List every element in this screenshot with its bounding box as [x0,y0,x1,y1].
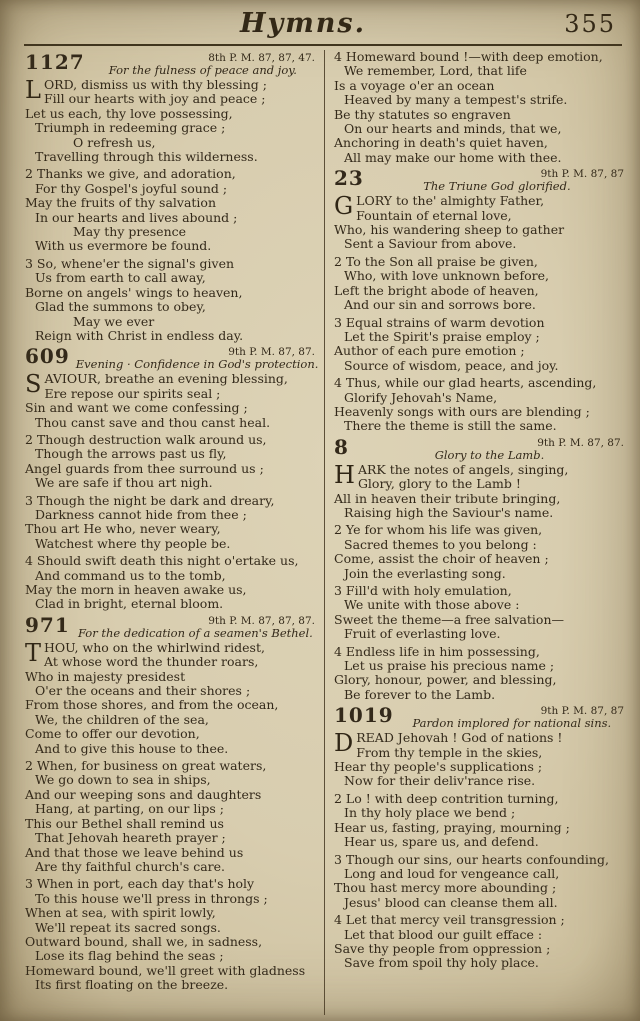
hymn-line: 2 When, for business on great waters, [25,758,267,774]
hymn-number: 971 [25,612,70,637]
hymn-line: Let us each, thy love possessing, [25,105,233,121]
hymn-subtitle: For the dedication of a seamen's Bethel. [77,625,313,640]
hymn-line: 2 Ye for whom his life was given, [334,522,543,538]
hymn-line: From thy temple in the skies, [356,744,543,760]
hymn-line: Fountain of eternal love, [356,207,512,223]
hymn-meter: 9th P. M. 87, 87. [537,436,624,449]
hymn-line: Glory, glory to the Lamb ! [357,476,521,492]
hymn-line: Raising high the Saviour's name. [344,504,554,520]
hymn-line: Though the arrows past us fly, [35,446,227,462]
hymn-line: 3 Though the night be dark and dreary, [25,492,275,508]
hymn-line: Glory, honour, power, and blessing, [334,672,557,688]
hymn-line: May the fruits of thy salvation [25,195,217,211]
column-left [25,50,324,1015]
hymn-line: That Jehovah heareth prayer ; [35,830,226,846]
dropcap-letter: G [334,192,354,221]
hymn-line: May the morn in heaven awake us, [25,582,247,597]
hymn-line: Ere repose our spirits seal ; [44,385,221,401]
hymn-line: 4 Endless life in him possessing, [334,643,540,659]
hymn-line: Come to offer our devotion, [25,726,200,742]
hymn-line: Save thy people from oppression ; [334,940,551,956]
stanza [334,194,624,252]
hymn-line: 4 Let that mercy veil transgression ; [334,912,565,928]
hymn-line: Now for their deliv'rance rise. [344,773,536,789]
hymn-line: DREAD Jehovah ! God of nations ! [334,729,563,758]
stanza [334,731,624,789]
hymn-8 [334,434,624,703]
hymn-23 [334,168,624,434]
stanza [25,78,315,164]
hymn-line: And that those we leave behind us [25,844,244,860]
stanza [334,255,624,313]
hymn-line: THOU, who on the whirlwind ridest, [25,638,265,667]
hymn-line: Who, his wandering sheep to gather [334,222,565,238]
hymn-line: 3 Though our sins, our hearts confounding, [334,851,609,867]
stanza [25,167,315,253]
hymn-line: Watchest where thy people be. [35,535,231,551]
hymn-number: 1019 [334,703,394,728]
hymn-line: When at sea, with spirit lowly, [25,905,216,921]
hymn-number: 1127 [25,50,85,74]
stanza [25,433,315,491]
hymn-line: From those shores, and from the ocean, [25,697,279,713]
hymn-number: 8 [334,434,349,459]
hymn-line: Who in majesty presidest [25,668,186,684]
hymn-line: Reign with Christ in endless day. [35,327,244,343]
hymn-line: And our sin and sorrows bore. [344,297,536,313]
hymn-line: 3 Equal strains of warm devotion [334,314,545,330]
hymn-line: Let us praise his precious name ; [344,658,555,674]
stanza [334,523,624,581]
hymn-line: O refresh us, [73,134,156,150]
hymn-heading-right [355,437,624,462]
hymn-line: And to give this house to thee. [35,740,229,756]
hymn-line: Thou canst save and thou canst heal. [35,414,271,430]
hymn-line: Darkness cannot hide from thee ; [35,506,247,522]
dropcap-letter: S [25,370,42,399]
hymn-line: With us evermore be found. [35,238,212,254]
hymn-line: Clad in bright, eternal bloom. [35,596,224,612]
hymn-line: And our weeping sons and daughters [25,786,262,802]
hymn-line: Heaved by many a tempest's strife. [344,92,568,108]
hymn-line: 2 Lo ! with deep contrition turning, [334,790,559,806]
hymn-line: Lose its flag behind the seas ; [35,948,224,964]
hymn-line: Join the everlasting song. [344,565,506,581]
hymn-line: Sin and want we come confessing ; [25,400,248,416]
stanza [334,376,624,434]
hymn-line: Travelling through this wilderness. [35,149,258,165]
hymn-line: Thou hast mercy more abounding ; [334,880,557,896]
hymn-line: Sacred themes to you belong : [344,536,537,552]
hymn-line: Homeward bound, we'll greet with gladness [25,962,306,978]
hymn-line: Outward bound, shall we, in sadness, [25,933,263,949]
stanza [334,853,624,911]
hymn-line: Let that blood our guilt efface : [344,926,543,942]
hymn-line: Who, with love unknown before, [344,268,549,284]
hymn-line: Angel guards from thee surround us ; [25,460,264,476]
hymn-line: Heavenly songs with ours are blending ; [334,403,590,419]
hymn-line: HARK the notes of angels, singing, [334,460,569,489]
hymn-line: We, the children of the sea, [35,711,209,727]
hymn-line: This our Bethel shall remind us [25,815,224,831]
hymn-line: 2 Though destruction walk around us, [25,431,267,447]
hymn-line: There the theme is still the same. [344,418,557,434]
hymn-line: 4 Homeward bound !—with deep emotion, [334,49,603,64]
hymn-meter: 9th P. M. 87, 87 [540,168,624,181]
hymn-line: Hear us, spare us, and defend. [344,834,539,850]
hymn-line: Author of each pure emotion ; [334,343,525,359]
stanza [334,50,624,165]
hymn-line: Left the bright abode of heaven, [334,282,539,298]
hymn-number: 23 [334,166,364,191]
hymn-line: All in heaven their tribute bringing, [334,490,561,506]
hymn-line: Sent a Saviour from above. [344,236,517,252]
hymn-heading-right [76,615,315,640]
column-right [325,50,624,1015]
hymn-heading-right [400,705,624,730]
hymn-heading [25,344,319,372]
hymn-line: We go down to sea in ships, [35,772,211,788]
stanza [334,792,624,850]
stanza [334,913,624,971]
stanza [25,494,315,552]
hymn-609 [25,344,319,612]
hymn-line: May thy presence [73,224,187,240]
hymn-line: Thou art He who, never weary, [25,521,221,537]
hymn-line: Are thy faithful church's care. [35,858,226,874]
stanza [334,645,624,703]
stanza [334,584,624,642]
hymn-meter: 9th P. M. 87, 87, 87. [208,614,315,627]
hymn-line: Fill our hearts with joy and peace ; [43,91,266,107]
hymn-1127 [25,52,315,343]
hymn-line: All may make our home with thee. [344,149,562,165]
hymn-line: Borne on angels' wings to heaven, [25,284,243,300]
hymn-line: 3 So, whene'er the signal's given [25,255,235,271]
hymn-line: GLORY to the' almighty Father, [334,192,545,221]
hymn-meter: 9th P. M. 87, 87. [228,346,315,359]
hymn-line: 2 To the Son all praise be given, [334,253,538,269]
hymn-subtitle: The Triune God glorified. [423,179,571,194]
hymn-continuation [334,50,624,165]
hymn-meter: 9th P. M. 87, 87 [540,705,624,718]
page-title: Hymns. [240,8,366,39]
hymn-subtitle: Pardon implored for national sins. [412,716,612,731]
hymn-subtitle: Evening · Confidence in God's protection. [75,357,319,372]
hymn-subtitle: For the fulness of peace and joy. [108,63,297,77]
page-number: 355 [564,10,616,38]
hymn-line: For thy Gospel's joyful sound ; [35,180,228,196]
hymn-line: Hang, at parting, on our lips ; [35,801,224,817]
hymn-line: We unite with those above : [344,597,520,613]
hymn-meter: 8th P. M. 87, 87, 47. [208,52,315,64]
hymn-heading-right [75,346,319,372]
hymn-heading [25,612,315,640]
hymn-heading [334,434,624,462]
stanza [25,372,315,430]
hymn-number: 609 [25,344,70,369]
hymn-line: Hear thy people's supplications ; [334,759,543,775]
hymn-line: To this house we'll press in throngs ; [35,890,268,906]
columns [25,50,624,1015]
stanza [25,759,315,874]
hymn-line: Glad the summons to obey, [35,299,206,315]
hymn-line: Hear us, fasting, praying, mourning ; [334,819,570,835]
hymn-line: Glorify Jehovah's Name, [344,389,498,405]
hymn-line: Triumph in redeeming grace ; [35,120,226,136]
hymn-line: And command us to the tomb, [35,567,226,583]
hymn-line: On our hearts and minds, that we, [344,121,562,137]
hymn-heading [334,705,624,730]
hymn-line: Us from earth to call away, [35,270,206,286]
stanza [25,877,315,992]
stanza [334,460,624,521]
hymn-line: Its first floating on the breeze. [35,977,229,993]
hymn-line: Fruit of everlasting love. [344,626,501,642]
dropcap-letter: L [25,76,41,104]
hymn-line: In thy holy place we bend ; [344,805,516,821]
dropcap-letter: T [25,638,42,667]
stanza [25,257,315,343]
stanza [25,638,315,756]
hymn-line: 4 Thus, while our glad hearts, ascending, [334,375,597,391]
hymn-line: Come, assist the choir of heaven ; [334,551,549,567]
hymn-line: May we ever [73,313,155,329]
hymn-line: Be forever to the Lamb. [344,686,496,702]
hymn-heading [25,52,315,77]
page-header [26,8,620,42]
hymn-line: 3 Fill'd with holy emulation, [334,583,512,598]
hymn-1019 [334,705,624,971]
hymn-line: We are safe if thou art nigh. [35,475,213,491]
hymn-line: Source of wisdom, peace, and joy. [344,357,559,373]
dropcap-letter: D [334,729,354,758]
hymn-heading-right [91,52,315,77]
hymn-line: We'll repeat its sacred songs. [35,919,221,935]
dropcap-letter: H [334,460,355,489]
hymn-line: In our hearts and lives abound ; [35,209,238,225]
hymn-line: Save from spoil thy holy place. [344,955,539,971]
hymn-line: 2 Thanks we give, and adoration, [25,166,236,182]
stanza [25,554,315,612]
hymn-line: LORD, dismiss us with thy blessing ; [25,76,267,104]
hymn-line: Jesus' blood can cleanse them all. [344,894,558,910]
hymn-line: 4 Should swift death this night o'ertake us, [25,553,299,569]
hymn-line: At whose word the thunder roars, [44,654,259,670]
hymn-line: Long and loud for vengeance call, [344,865,560,881]
hymn-line: Let the Spirit's praise employ ; [344,328,540,344]
hymn-subtitle: Glory to the Lamb. [434,447,545,462]
stanza [334,316,624,374]
hymn-line: Anchoring in death's quiet haven, [334,135,548,151]
hymn-line: O'er the oceans and their shores ; [35,683,251,699]
hymn-line: SAVIOUR, breathe an evening blessing, [25,370,288,399]
hymn-line: 3 When in port, each day that's holy [25,876,255,892]
hymn-971 [25,612,315,993]
hymn-line: Sweet the theme—a free salvation— [334,611,564,627]
hymn-heading-right [370,168,624,193]
hymn-line: We remember, Lord, that life [344,63,527,79]
header-rule [24,44,622,46]
hymn-heading [334,168,624,193]
hymn-line: Is a voyage o'er an ocean [334,77,495,93]
hymn-line: Be thy statutes so engraven [334,106,511,122]
